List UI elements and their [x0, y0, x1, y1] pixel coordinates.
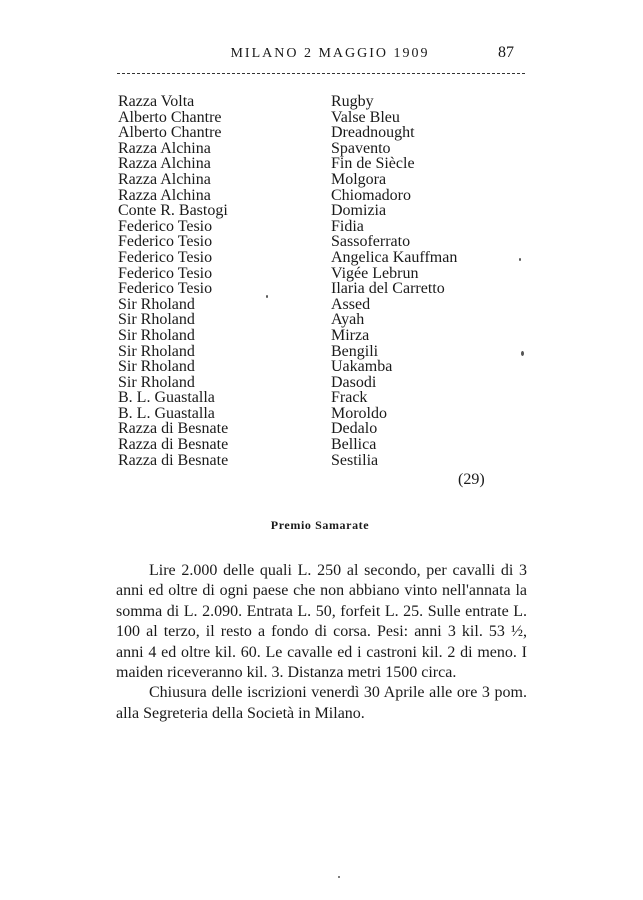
entry-horse: Rugby: [331, 93, 374, 110]
closing-paragraph: Chiusura delle iscrizioni venerdì 30 Aprile alle ore 3 pom. alla Segreteria della Società in Milano.: [116, 684, 527, 722]
entry-horse: Assed: [331, 295, 371, 313]
entry-horse: Dreadnought: [331, 124, 415, 142]
entry-row: [118, 141, 518, 157]
page-number: 87: [498, 44, 514, 61]
entry-owner: Federico Tesio: [118, 264, 213, 282]
entry-horse: Bellica: [331, 436, 377, 454]
entry-horse: Uakamba: [331, 358, 393, 376]
entry-owner: B. L. Guastalla: [118, 389, 215, 407]
entry-owner: Sir Rholand: [118, 326, 195, 344]
entry-horse: Mirza: [331, 326, 370, 344]
entry-owner: Razza di Besnate: [118, 451, 229, 469]
entry-row: [118, 421, 518, 437]
entry-row: [118, 390, 518, 406]
entry-owner: Sir Rholand: [118, 358, 195, 376]
entry-horse: Spavento: [331, 139, 391, 157]
header-rule: [117, 73, 525, 74]
entry-row: [118, 359, 518, 375]
entry-horse: Vigée Lebrun: [331, 264, 419, 282]
entry-row: [118, 219, 518, 235]
entry-horse: Molgora: [331, 170, 387, 188]
entry-row: [118, 281, 518, 297]
entry-row: [118, 203, 518, 219]
entry-horse: Ayah: [331, 311, 365, 329]
entry-row: [118, 188, 518, 204]
race-title: Premio Samarate: [270, 518, 370, 532]
entry-row: [118, 297, 518, 313]
entry-row: [118, 110, 518, 126]
scan-speck: [266, 295, 268, 298]
entry-owner: Sir Rholand: [118, 342, 195, 360]
entry-horse: Fidia: [331, 217, 364, 235]
entry-horse: Dedalo: [331, 420, 378, 438]
entry-owner: Federico Tesio: [118, 248, 213, 266]
entries-count: (29): [458, 471, 485, 488]
entry-row: [118, 312, 518, 328]
entry-row: [118, 453, 518, 469]
entry-row: [118, 125, 518, 141]
entry-owner: Razza di Besnate: [118, 420, 229, 438]
scan-speck: [521, 351, 524, 356]
entry-owner: Razza di Besnate: [118, 436, 229, 454]
entry-row: [118, 94, 518, 110]
entry-owner: Razza Volta: [118, 93, 195, 110]
entry-owner: Sir Rholand: [118, 373, 195, 391]
entry-row: [118, 328, 518, 344]
entry-owner: Razza Alchina: [118, 155, 211, 173]
entry-horse: Domizia: [331, 202, 387, 220]
entry-owner: Razza Alchina: [118, 186, 211, 204]
entry-horse: Valse Bleu: [331, 108, 400, 126]
entry-owner: Federico Tesio: [118, 233, 213, 251]
entry-owner: Federico Tesio: [118, 280, 213, 298]
entry-row: [118, 250, 518, 266]
entry-owner: Alberto Chantre: [118, 124, 222, 142]
entry-horse: Sassoferrato: [331, 233, 411, 251]
entry-owner: Alberto Chantre: [118, 108, 222, 126]
entry-horse: Ilaria del Carretto: [331, 280, 445, 298]
entry-horse: Angelica Kauffman: [331, 248, 458, 266]
entry-row: [118, 406, 518, 422]
entry-horse: Moroldo: [331, 404, 387, 422]
entry-owner: Conte R. Bastogi: [118, 202, 228, 220]
running-head: MILANO 2 MAGGIO 1909: [230, 46, 430, 61]
entries-list: [118, 94, 518, 468]
scan-speck: [519, 258, 521, 261]
entry-horse: Fin de Siècle: [331, 155, 415, 173]
conditions-paragraph: Lire 2.000 delle quali L. 250 al secondo, per cavalli di 3 anni ed oltre di ogni paese che non abbiano vinto nell'annata la somma di L. 2.090. Entrata L. 50, forfeit L. 25. Sulle entrate L. 100 al terzo, il resto a fondo di corsa. Pesi: anni 3 kil. 53 ½, anni 4 ed oltre kil. 60. Le cavalle ed i castroni kil. 2 di meno. I maiden riceveranno kil. 3. Distanza metri 1500 circa.: [116, 562, 527, 682]
entry-horse: Dasodi: [331, 373, 377, 391]
entry-row: [118, 172, 518, 188]
entry-owner: Sir Rholand: [118, 295, 195, 313]
entry-owner: B. L. Guastalla: [118, 404, 215, 422]
entry-owner: Razza Alchina: [118, 170, 211, 188]
entry-owner: Razza Alchina: [118, 139, 211, 157]
entry-row: [118, 375, 518, 391]
entry-row: [118, 437, 518, 453]
entry-horse: Chiomadoro: [331, 186, 411, 204]
entry-row: [118, 156, 518, 172]
race-conditions: [116, 561, 527, 724]
entry-row: [118, 344, 518, 360]
entry-row: [118, 234, 518, 250]
entry-horse: Bengili: [331, 342, 379, 360]
scan-speck: [338, 876, 340, 878]
entry-horse: Frack: [331, 389, 368, 407]
entry-owner: Federico Tesio: [118, 217, 213, 235]
entry-horse: Sestilia: [331, 451, 379, 469]
entry-owner: Sir Rholand: [118, 311, 195, 329]
entry-row: [118, 266, 518, 282]
